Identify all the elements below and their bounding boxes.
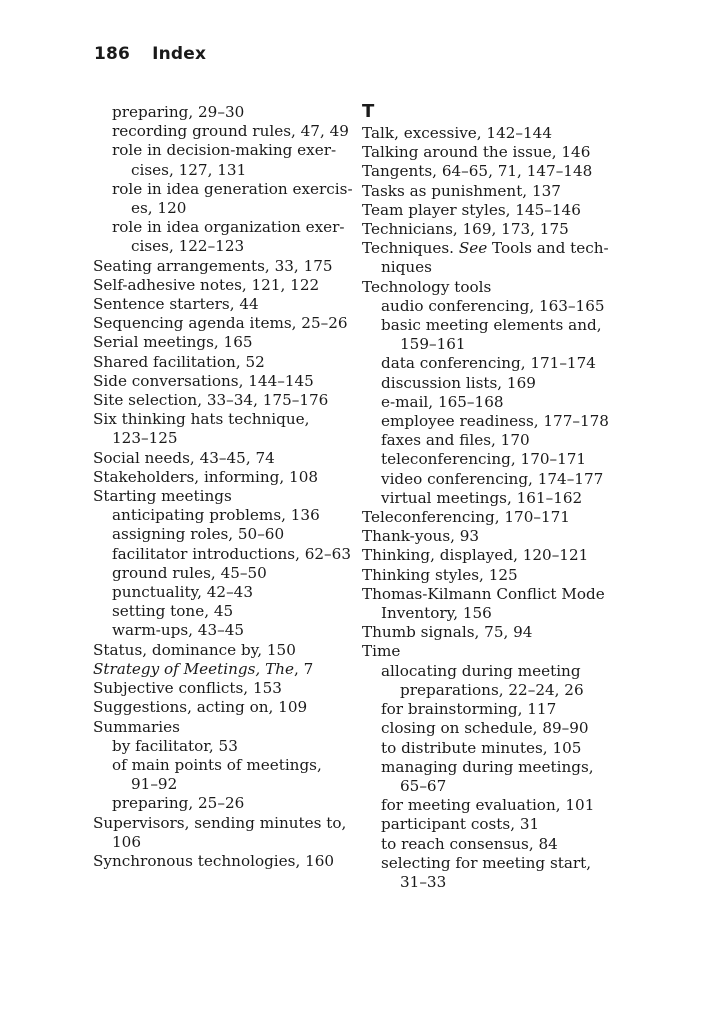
index-subentry: [362, 835, 652, 854]
index-subentry: [93, 602, 355, 621]
index-entry-line: 159–161: [400, 335, 466, 354]
index-subentry: [362, 758, 652, 796]
index-entry-line: Supervisors, sending minutes to,: [93, 813, 347, 832]
index-subentry: [362, 374, 652, 393]
index-subentry: [93, 180, 355, 218]
index-entry-line: role in idea organization exer-: [112, 218, 345, 237]
index-subentry: [93, 756, 355, 794]
book-title: Strategy of Meetings, The: [93, 659, 294, 678]
index-subentry: [362, 412, 652, 431]
index-entry-line: 106: [112, 832, 141, 851]
index-entry: [93, 449, 355, 468]
index-entry-line: audio conferencing, 163–165: [381, 296, 605, 315]
index-entry-line: Technology tools: [362, 277, 492, 296]
index-entry-line: punctuality, 42–43: [112, 583, 254, 602]
index-entry-line: teleconferencing, 170–171: [381, 450, 587, 469]
index-entry-line: 91–92: [131, 775, 178, 794]
index-entry-line: Sentence starters, 44: [93, 295, 259, 314]
index-subentry: [93, 564, 355, 583]
index-entry-line: [93, 660, 355, 679]
index-entry-line: Social needs, 43–45, 74: [93, 448, 275, 467]
index-entry-line: 31–33: [400, 872, 447, 891]
index-entry: [93, 353, 355, 372]
index-entry-line: data conferencing, 171–174: [381, 354, 596, 373]
index-entry-line: Status, dominance by, 150: [93, 640, 296, 659]
index-entry: [93, 333, 355, 352]
index-entry-line: virtual meetings, 161–162: [381, 488, 583, 507]
index-entry-line: Tangents, 64–65, 71, 147–148: [362, 162, 593, 181]
index-entry-line: managing during meetings,: [381, 757, 594, 776]
page-title: Index: [152, 44, 207, 64]
index-entry-line: basic meeting elements and,: [381, 316, 602, 335]
index-subentry: [93, 794, 355, 813]
index-entry: [93, 372, 355, 391]
index-subentry: [93, 525, 355, 544]
index-entry: [93, 852, 355, 871]
index-entry-line: Stakeholders, informing, 108: [93, 467, 319, 486]
index-subentry: [362, 796, 652, 815]
index-entry: [362, 220, 652, 239]
index-entry-line: Thinking, displayed, 120–121: [362, 546, 589, 565]
index-subentry: [93, 218, 355, 256]
index-subentry: [362, 700, 652, 719]
index-entry-line: role in idea generation exercis-: [112, 179, 353, 198]
index-entry-line: Starting meetings: [93, 487, 232, 506]
index-entry: [362, 124, 652, 143]
index-entry-line: niques: [381, 258, 432, 277]
index-entry: [93, 698, 355, 717]
index-entry-line: setting tone, 45: [112, 602, 234, 621]
index-subentry: [93, 621, 355, 640]
index-entry-line: participant costs, 31: [381, 815, 540, 834]
index-entry-line: to reach consensus, 84: [381, 834, 558, 853]
index-entry: [362, 201, 652, 220]
index-entry-line: of main points of meetings,: [112, 755, 322, 774]
index-entry-line: Inventory, 156: [381, 604, 492, 623]
index-entry-line: discussion lists, 169: [381, 373, 536, 392]
index-entry-line: Shared facilitation, 52: [93, 352, 265, 371]
index-entry-line: ground rules, 45–50: [112, 563, 267, 582]
index-subentry: [362, 815, 652, 834]
index-entry: [362, 566, 652, 585]
index-entry-line: Thomas-Kilmann Conflict Mode: [362, 584, 605, 603]
index-entry-line: 123–125: [112, 429, 178, 448]
index-entry: [362, 182, 652, 201]
index-entry-line: assigning roles, 50–60: [112, 525, 285, 544]
index-entry: [362, 508, 652, 527]
index-entry-line: Thinking styles, 125: [362, 565, 518, 584]
page-number: 186: [94, 44, 131, 64]
index-entry: [93, 295, 355, 314]
index-entry-line: Synchronous technologies, 160: [93, 851, 335, 870]
index-subentry: [362, 450, 652, 469]
index-entry-line: Team player styles, 145–146: [362, 200, 581, 219]
index-subentry: [93, 737, 355, 756]
index-subentry: [93, 583, 355, 602]
index-subentry: [362, 470, 652, 489]
index-entry-line: closing on schedule, 89–90: [381, 719, 589, 738]
index-entry-line: employee readiness, 177–178: [381, 412, 609, 431]
index-entry-line: Time: [362, 642, 401, 661]
entry-target: Tools and tech-: [487, 239, 609, 258]
index-entry: [93, 814, 355, 852]
index-entry-line: cises, 127, 131: [131, 160, 247, 179]
index-entry-line: Six thinking hats technique,: [93, 410, 310, 429]
index-entry-line: for meeting evaluation, 101: [381, 796, 595, 815]
index-entry-line: Teleconferencing, 170–171: [362, 508, 570, 527]
index-entry: [362, 642, 652, 661]
index-entry-line: cises, 122–123: [131, 237, 245, 256]
index-entry: [362, 585, 652, 623]
page-refs: , 7: [293, 659, 314, 678]
index-entry-line: by facilitator, 53: [112, 736, 238, 755]
index-entry: [93, 468, 355, 487]
index-entry-line: Technicians, 169, 173, 175: [362, 220, 569, 239]
see-reference: See: [458, 239, 488, 258]
index-entry: [93, 410, 355, 448]
index-subentry: [93, 103, 355, 122]
index-entry: [93, 314, 355, 333]
index-subentry: [362, 662, 652, 700]
index-entry-line: warm-ups, 43–45: [112, 621, 245, 640]
index-subentry: [362, 719, 652, 738]
index-entry-line: faxes and files, 170: [381, 431, 530, 450]
index-entry: [93, 718, 355, 737]
index-subentry: [93, 506, 355, 525]
entry-term: Techniques.: [362, 239, 459, 258]
index-entry-line: Side conversations, 144–145: [93, 371, 314, 390]
index-entry: [93, 276, 355, 295]
index-column-right: [362, 100, 652, 892]
index-entry-line: Self-adhesive notes, 121, 122: [93, 275, 320, 294]
index-entry-line: role in decision-making exer-: [112, 141, 337, 160]
index-entry-line: Talk, excessive, 142–144: [362, 124, 553, 142]
index-subentry: [93, 122, 355, 141]
index-entry: [362, 623, 652, 642]
index-entry: [93, 660, 355, 679]
index-entry-line: recording ground rules, 47, 49: [112, 122, 349, 141]
index-entry-line: anticipating problems, 136: [112, 506, 320, 525]
index-entry-line: preparing, 29–30: [112, 103, 245, 121]
index-subentry: [362, 739, 652, 758]
index-entry-line: video conferencing, 174–177: [381, 469, 604, 488]
index-entry-line: allocating during meeting: [381, 661, 581, 680]
index-entry-line: selecting for meeting start,: [381, 853, 592, 872]
index-subentry: [362, 854, 652, 892]
index-entry-line: Talking around the issue, 146: [362, 143, 591, 162]
index-entry-line: e-mail, 165–168: [381, 392, 504, 411]
index-entry: [93, 257, 355, 276]
index-entry-line: [362, 239, 652, 258]
index-entry-line: Serial meetings, 165: [93, 333, 253, 352]
index-entry-line: preparing, 25–26: [112, 794, 245, 813]
index-subentry: [362, 431, 652, 450]
index-subentry: [362, 354, 652, 373]
index-entry: [93, 391, 355, 410]
index-entry-line: 65–67: [400, 776, 447, 795]
index-entry-line: Sequencing agenda items, 25–26: [93, 314, 348, 333]
index-entry: [93, 487, 355, 506]
index-entry-line: Thank-yous, 93: [362, 527, 480, 546]
index-entry: [93, 679, 355, 698]
index-entry: [362, 143, 652, 162]
index-entry-line: Suggestions, acting on, 109: [93, 698, 308, 717]
index-entry: [362, 162, 652, 181]
index-entry-line: to distribute minutes, 105: [381, 738, 582, 757]
index-entry-line: Subjective conflicts, 153: [93, 679, 282, 698]
index-subentry: [362, 316, 652, 354]
index-entry: [362, 546, 652, 565]
index-entry: [362, 527, 652, 546]
index-entry-line: for brainstorming, 117: [381, 700, 557, 719]
index-entry: [362, 239, 652, 277]
index-subentry: [93, 141, 355, 179]
section-letter: T: [362, 101, 375, 122]
index-entry-line: Tasks as punishment, 137: [362, 181, 561, 200]
running-head: [94, 44, 206, 64]
index-entry-line: preparations, 22–24, 26: [400, 680, 584, 699]
index-entry-line: es, 120: [131, 199, 187, 218]
index-subentry: [362, 393, 652, 412]
index-column-left: [93, 103, 355, 871]
index-entry: [362, 278, 652, 297]
index-entry-line: Seating arrangements, 33, 175: [93, 256, 333, 275]
index-entry-line: Site selection, 33–34, 175–176: [93, 391, 329, 410]
index-subentry: [93, 545, 355, 564]
index-subentry: [362, 489, 652, 508]
index-entry-line: Summaries: [93, 717, 180, 736]
index-subentry: [362, 297, 652, 316]
index-entries-right: [362, 124, 652, 892]
index-entry-line: Thumb signals, 75, 94: [362, 623, 533, 642]
index-entry-line: facilitator introductions, 62–63: [112, 544, 351, 563]
index-entry: [93, 641, 355, 660]
